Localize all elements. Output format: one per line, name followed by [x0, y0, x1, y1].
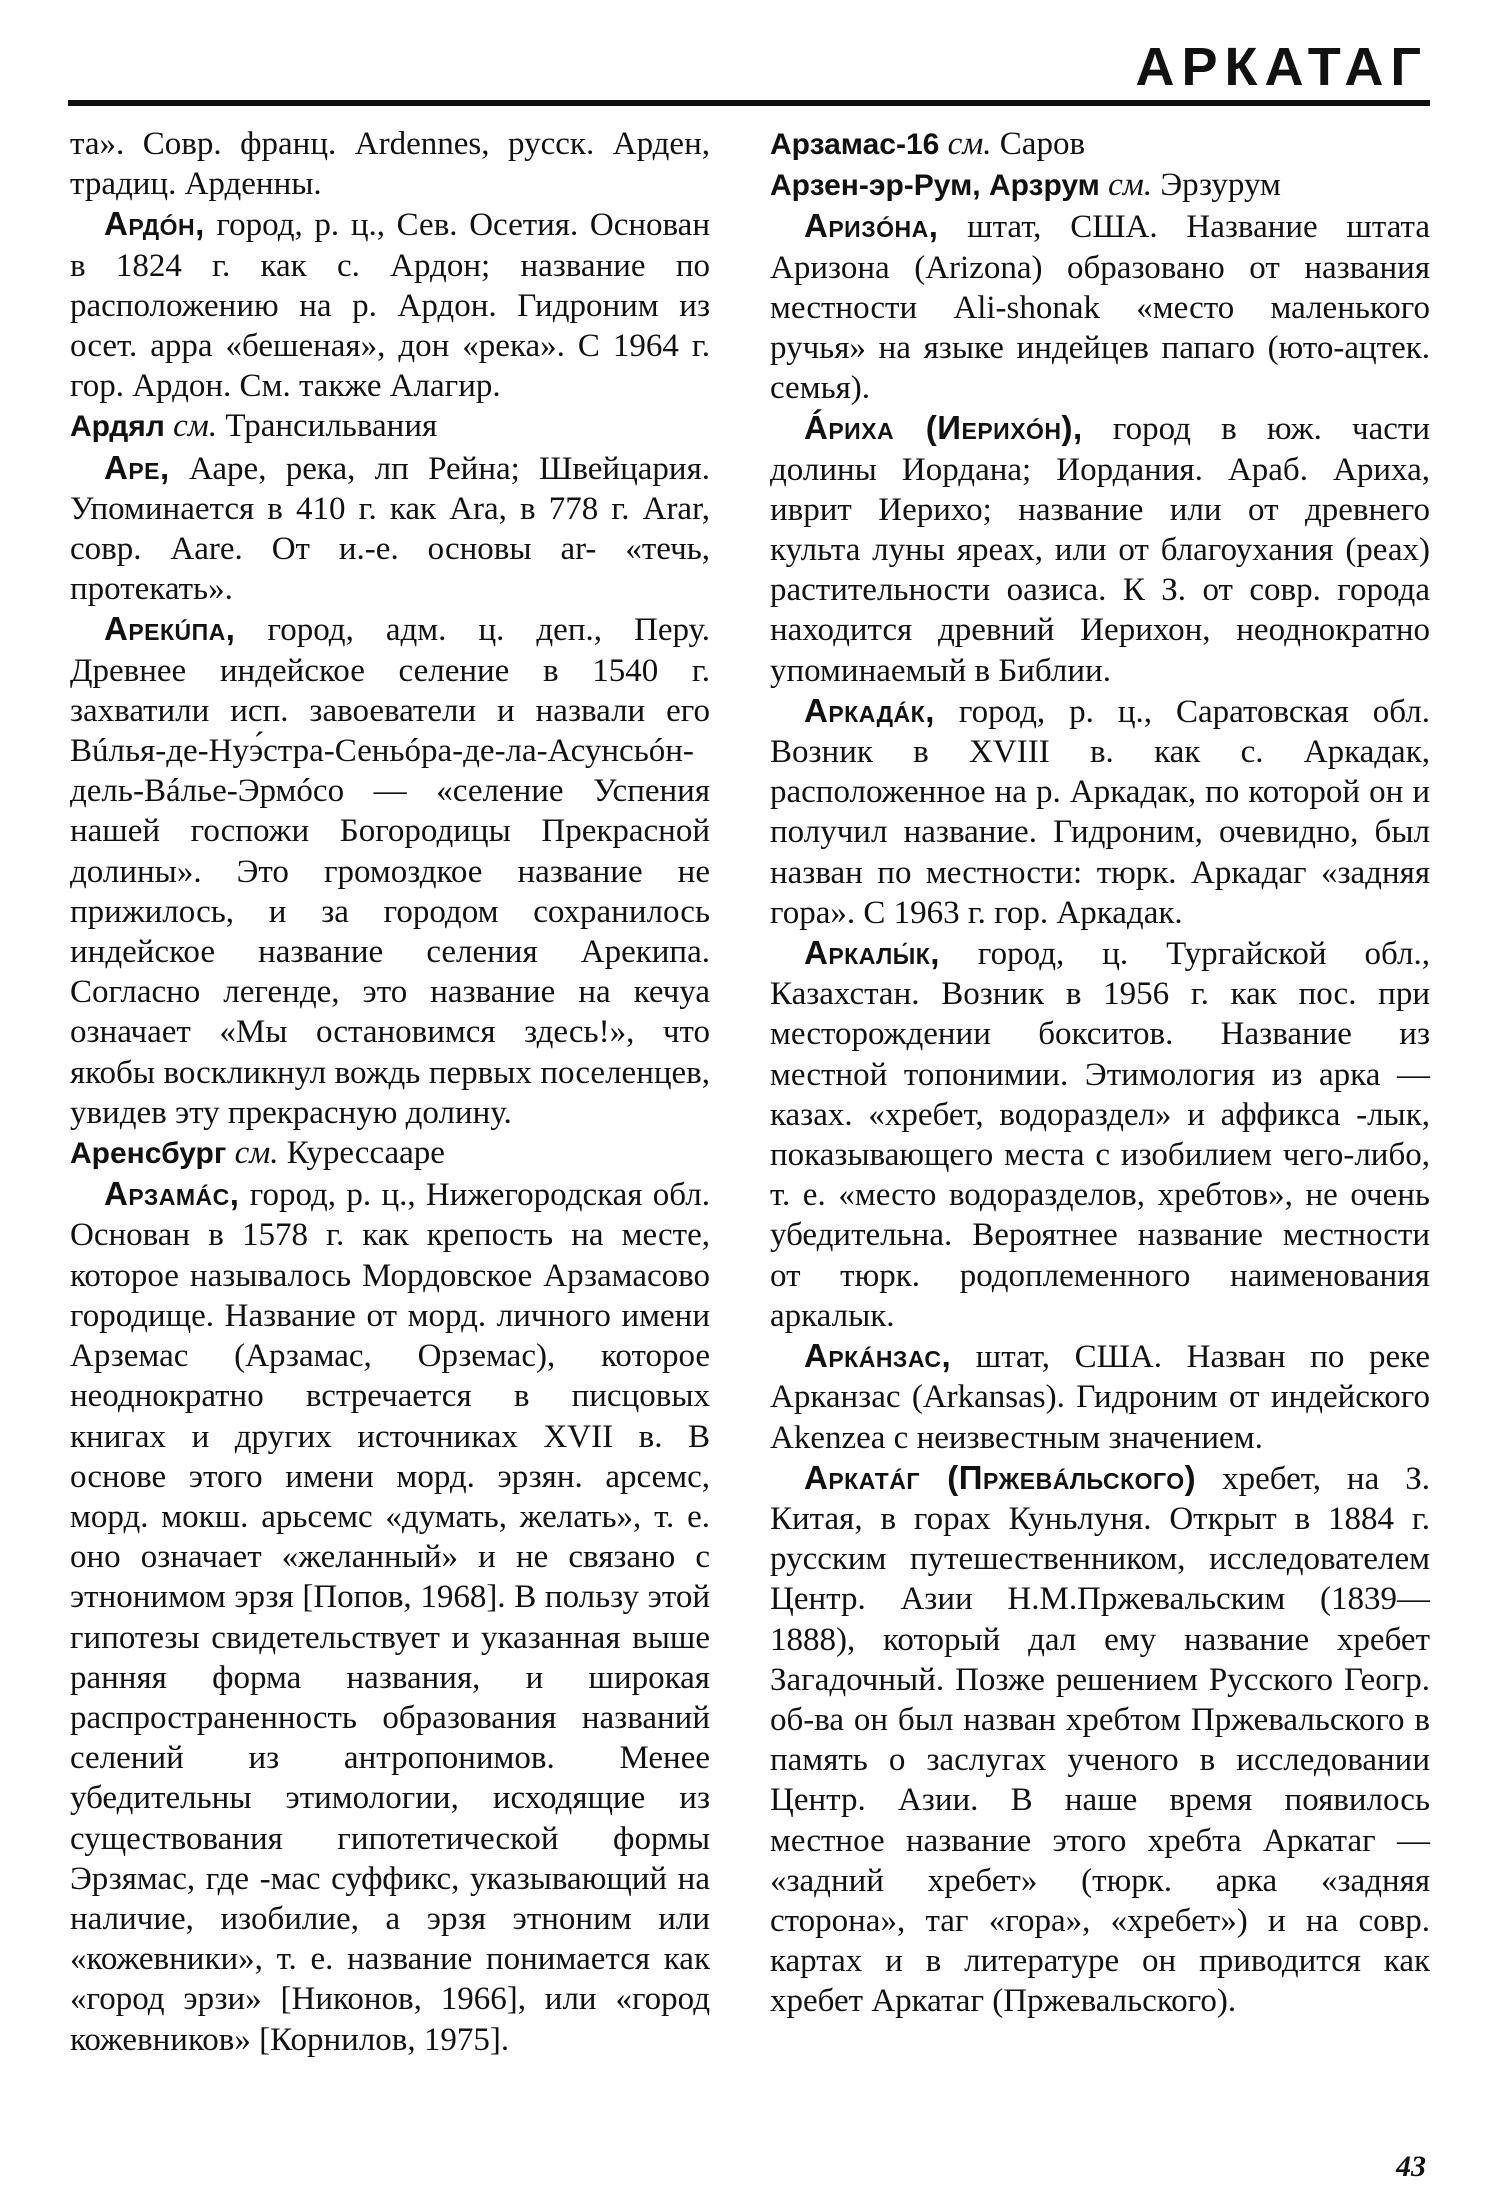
ref-target: Эрзурум — [1152, 167, 1281, 204]
running-head: АРКАТАГ — [1135, 37, 1428, 97]
ref-word: Ардял — [70, 410, 165, 444]
cross-reference — [770, 124, 1430, 165]
entry-text: город, ц. Тургайской обл., Казахстан. Возник в 1956 г. как пос. при месторождении бокситов. Название из местной топонимии. Этимология из арка — казах. «хребет, водораздел» и аффикса -лык, показывающего места с изобилием чего-либо, т. е. «место водоразделов, хребтов», не очень убедительна. Вероятнее название местности от тюрк. родоплеменного наименования аркалык. — [770, 936, 1430, 1334]
headword: Ардóн, — [104, 205, 205, 243]
ref-word: Арзен-эр-Рум, Арзрум — [770, 169, 1100, 203]
entry-arizona — [770, 206, 1430, 408]
ref-word: Аренсбург — [70, 1137, 227, 1171]
cross-reference — [70, 1133, 710, 1174]
headword: Арекúпа, — [104, 610, 236, 648]
ref-word: Арзамас-16 — [770, 128, 940, 161]
right-column — [770, 124, 1430, 2022]
entry-arkatag — [770, 1458, 1430, 2022]
ref-see: см. — [164, 408, 218, 445]
entry-text: хребет, на З. Китая, в горах Куньлуня. Открыт в 1884 г. русским путешественником, исследователем Центр. Азии Н.М.Пржевальским (1839—1888), который дал ему название хребет Загадочный. Позже решением Русского Геогр. об-ва он был назван хребтом Пржевальского в память о заслугах ученого в исследовании Центр. Азии. В наше время появилось местное название этого хребта Аркатаг — «задний хребет» (тюрк. арка «задняя сторона», таг «гора», «хребет») и на совр. картах и в литературе он приводится как хребет Аркатаг (Пржевальского). — [770, 1460, 1430, 2020]
ref-target: Саров — [991, 126, 1086, 162]
entry-ariha — [770, 408, 1430, 690]
cross-reference — [770, 165, 1430, 206]
entry-text: штат, США. Название штата Аризона (Arizona) образовано от названия местности Ali-shonak «место маленького ручья» на языке индейцев папаго (юто-ацтек. семья). — [770, 209, 1430, 407]
entry-arekipa — [70, 609, 710, 1133]
entry-text: город, р. ц., Нижегородская обл. Основан в 1578 г. как крепость на месте, которое называлось Мордовское Арзамасово городище. Название от морд. личного имени Арземас (Арзамас, Орземас), которое неоднократно встречается в писцовых книгах и других источниках XVII в. В основе этого имени морд. эрзян. арсемс, морд. мокш. арьсемс «думать, желать», т. е. оно означает «желанный» и не связано с этнонимом эрзя [Попов, 1968]. В пользу этой гипотезы свидетельствует и указанная выше ранняя форма названия, и широкая распространенность образования названий селений из антропонимов. Менее убедительны этимологии, исходящие из существования гипотетической формы Эрзямас, где -мас суффикс, указывающий на наличие, изобилие, а эрзя этноним или «кожевники», т. е. название понимается как «город эрзи» [Никонов, 1966], или «город кожевников» [Корнилов, 1975]. — [70, 1177, 710, 2058]
header-rule — [68, 100, 1430, 106]
ref-see: см. — [1099, 167, 1153, 204]
headword: Арзамáс, — [104, 1175, 240, 1213]
entry-arkadak — [770, 691, 1430, 933]
left-column — [70, 124, 710, 2060]
cross-reference — [70, 406, 710, 447]
ref-see: см. — [939, 126, 992, 162]
ref-target: Курессааре — [278, 1135, 445, 1172]
headword: Аркáнзас, — [804, 1337, 952, 1375]
entry-text: штат, США. Назван по реке Арканзас (Arkansas). Гидроним от индейского Akenzea с неизвестным значением. — [770, 1339, 1430, 1456]
entry-text: город в юж. части долины Иордана; Иордания. Араб. Ариха, иврит Иерихо; название или от древнего культа луны яреах, или от благоухания (реах) растительности оазиса. К З. от совр. города находится древний Иерихон, неоднократно упоминаемый в Библии. — [770, 411, 1430, 689]
entry-arkanzas — [770, 1336, 1430, 1458]
entry-text: город, р. ц., Саратовская обл. Возник в XVIII в. как с. Аркадак, расположенное на р. Аркадак, по которой он и получил название. Гидроним, очевидно, был назван по местности: тюрк. Аркадаг «задняя гора». С 1963 г. гор. Аркадак. — [770, 693, 1430, 931]
page-number: 43 — [1396, 2150, 1426, 2183]
headword: Аре, — [104, 448, 170, 486]
entry-text: город, р. ц., Сев. Осетия. Основан в 1824 г. как с. Ардон; название по расположению на р. Ардон. Гидроним из осет. арра «бешеная», дон «река». С 1964 г. гор. Ардон. См. также Алагир. — [70, 207, 710, 405]
entry-arzamas — [70, 1174, 710, 2059]
entry-ardon — [70, 204, 710, 406]
headword: Аркатáг (Пржевáльского) — [804, 1458, 1197, 1496]
entry-arkalyk — [770, 933, 1430, 1336]
headword: Аркалы́к, — [804, 934, 940, 972]
headword: Аризóна, — [804, 207, 939, 245]
entry-text: город, адм. ц. деп., Перу. Древнее индейское селение в 1540 г. захватили исп. завоеватели и назвали его Вúлья-де-Нуэ́стра-Сеньóра-де-ла-Асунсьóн-дель-Вáлье-Эрмóсо — «селение Успения нашей госпожи Богородицы Прекрасной долины». Это громоздкое название не прижилось, и за городом сохранилось индейское название селения Арекипа. Согласно легенде, это название на кечуа означает «Мы остановимся здесь!», что якобы воскликнул вождь первых поселенцев, увидев эту прекрасную долину. — [70, 612, 710, 1131]
entry-text: Ааре, река, лп Рейна; Швейцария. Упоминается в 410 г. как Ara, в 778 г. Arar, совр. Aare. От и.-е. основы ar- «течь, протекать». — [70, 450, 710, 608]
headword: Аркадáк, — [804, 691, 935, 729]
ref-see: см. — [226, 1135, 279, 1172]
ref-target: Трансильвания — [217, 408, 438, 445]
entry-are — [70, 448, 710, 610]
headword: Áриха (Иерихóн), — [804, 409, 1083, 447]
entry-continuation: та». Совр. франц. Ardennes, русск. Арден, традиц. Арденны. — [70, 126, 710, 203]
